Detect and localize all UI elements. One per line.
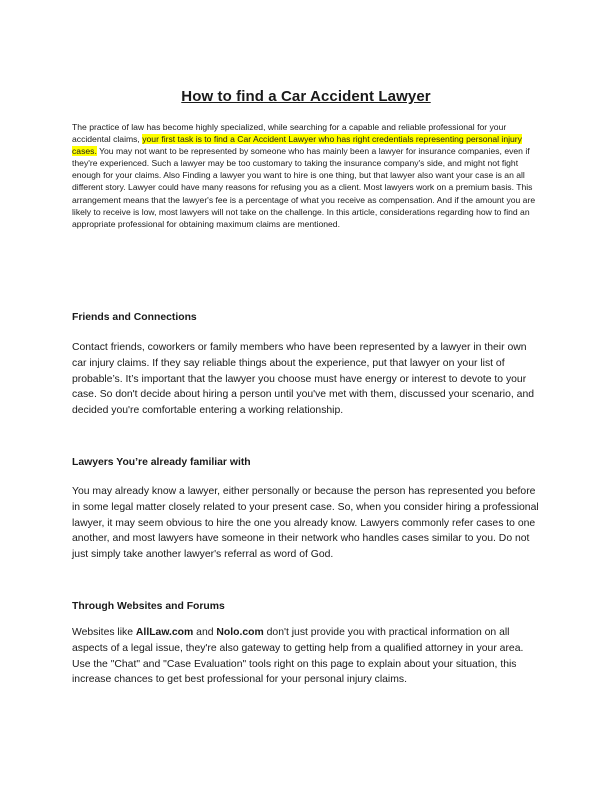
section-body-familiar-lawyers: You may already know a lawyer, either personally or because the person has represented you before in some legal matter closely related to your present case. So, when you consider hiring a professional lawyer, it may seem obvious to hire the one you already know. Lawyers commonly refer cases to one another, and most lawyers have someone in their network who handles cases similar to you. Do not just simply take another lawyer's referral as word of God. (72, 486, 539, 561)
page-title: How to find a Car Accident Lawyer (181, 88, 431, 105)
section-body-friends: Contact friends, coworkers or family members who have been represented by a lawyer in their own car injury claims. If they say reliable things about the experience, put that lawyer on your list of probable’s. It’s important that the lawyer you choose must have energy or interest to devote to your case. So don't decide about hiring a person until you've met with them, discussed your scenario, and decided you're comfortable entering a working relationship. (72, 342, 534, 417)
document-page (72, 88, 540, 686)
alllaw-link[interactable]: AllLaw.com (135, 627, 194, 638)
section-heading-websites: Through Websites and Forums (72, 601, 225, 612)
section-heading-friends: Friends and Connections (72, 312, 197, 323)
nolo-link[interactable]: Nolo.com (216, 627, 264, 638)
websites-and: and (193, 627, 217, 638)
intro-text-end: You may not want to be represented by someone who has mainly been a lawyer for insurance companies, even if they're experienced. Such a lawyer may be too customary to taking the insurance company's side, and might not fight enough for your claims. Also Finding a lawyer you want to hire is one thing, but that lawyer also want your case is an all different story. Lawyer could have many reasons for refusing you as a client. Most lawyers work on a premium basis. This arrangement means that the lawyer's fee is a percentage of what you receive as compensation. And if the amount you are likely to receive is low, most lawyers will not take on the challenge. In this article, considerations regarding how to find an appropriate professional for obtaining maximum claims are mentioned. (72, 146, 536, 229)
intro-highlighted-text: your first task is to find a Car Accident Lawyer who has right credentials representing personal injury cases. (72, 134, 522, 157)
websites-text-rest: don't just provide you with practical information on all aspects of a legal issue, they're also gateway to getting help from a qualified attorney in your area. Use the "Chat" and "Case Evaluation" tools right on this page to explain about your situation, this increase chances to get best professional for your personal injury claims. (72, 627, 524, 686)
intro-text-start: The practice of law has become highly specialized, while searching for a capable and reliable professional for your accidental claims, (72, 122, 507, 145)
intro-paragraph (72, 121, 540, 230)
websites-text-start: Websites like (72, 627, 136, 638)
section-body-websites (72, 625, 540, 688)
section-heading-familiar-lawyers: Lawyers You’re already familiar with (72, 457, 251, 468)
